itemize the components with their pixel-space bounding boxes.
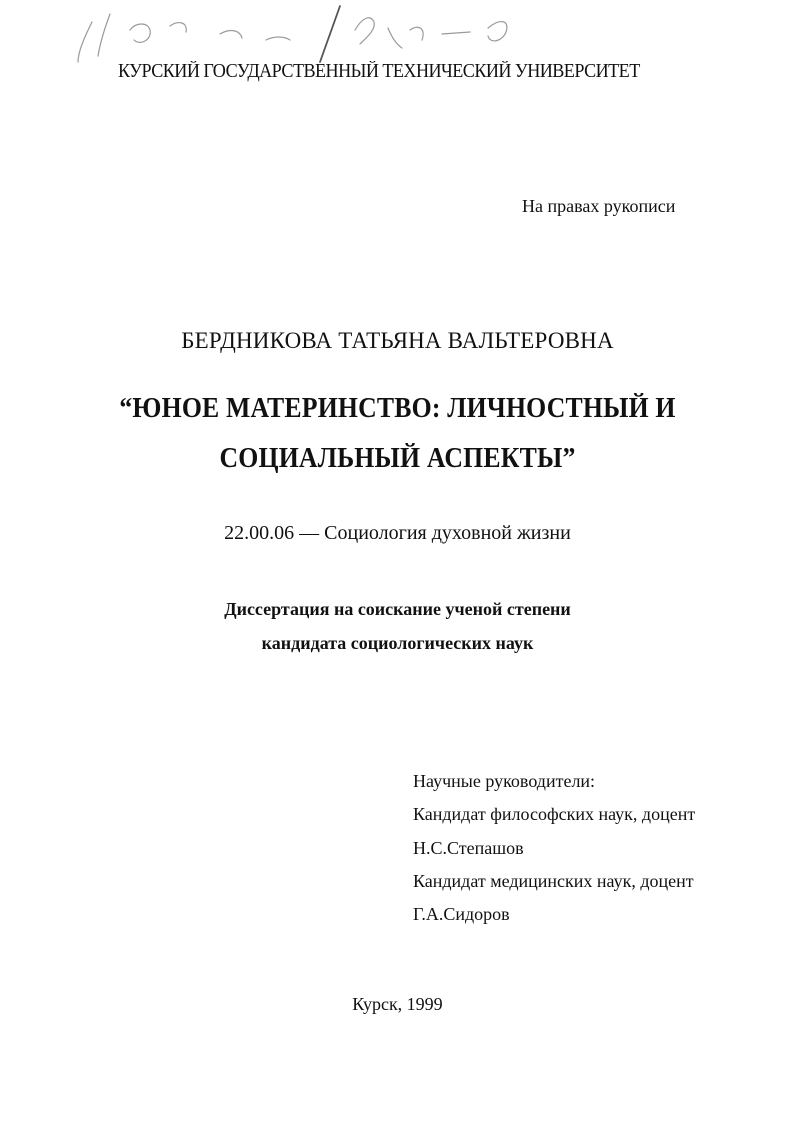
dissertation-title-line-2: СОЦИАЛЬНЫЙ АСПЕКТЫ” [219,443,576,474]
place-and-year: Курск, 1999 [352,994,443,1014]
university-name: КУРСКИЙ ГОСУДАРСТВЕННЫЙ ТЕХНИЧЕСКИЙ УНИВЕРСИТЕТ [118,61,640,82]
dissertation-title-line-1: “ЮНОЕ МАТЕРИНСТВО: ЛИЧНОСТНЫЙ И [119,393,676,424]
advisor-name: Н.С.Степашов [413,837,524,858]
degree-statement-line-2: кандидата социологических наук [261,633,534,653]
advisor-name: Г.А.Сидоров [413,904,510,925]
advisor-degree: Кандидат философских наук, доцент [413,804,696,825]
advisors-block [413,765,695,931]
rights-note: На правах рукописи [522,196,676,216]
advisors-heading: Научные руководители: [413,771,596,791]
degree-statement-line-1: Диссертация на соискание ученой степени [224,599,571,619]
advisor-degree: Кандидат медицинских наук, доцент [413,870,694,891]
author-name: БЕРДНИКОВА ТАТЬЯНА ВАЛЬТЕРОВНА [181,328,614,353]
specialty-code: 22.00.06 — Социология духовной жизни [224,522,571,544]
handwritten-annotation [70,0,610,70]
